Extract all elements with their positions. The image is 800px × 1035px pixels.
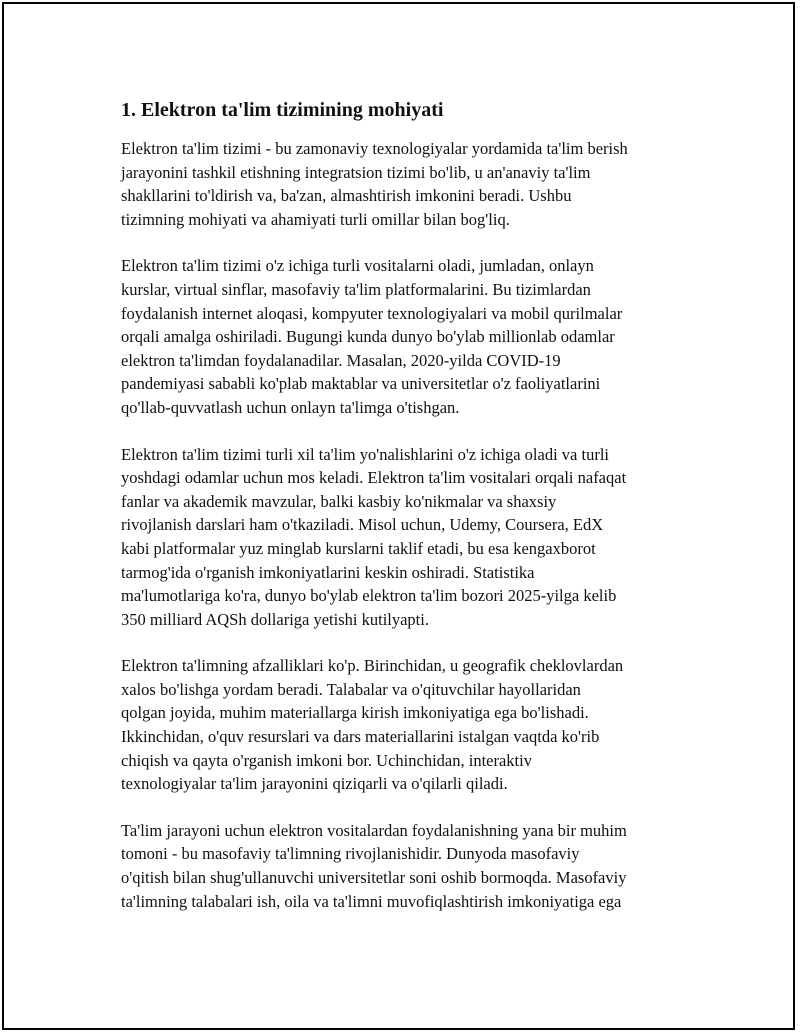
text-line: tomoni - bu masofaviy ta'limning rivojlanishidir. Dunyoda masofaviy bbox=[121, 844, 580, 864]
text-line: Elektron ta'lim tizimi - bu zamonaviy texnologiyalar yordamida ta'lim berish bbox=[121, 139, 628, 158]
text-line: tizimning mohiyati va ahamiyati turli omillar bilan bog'liq. bbox=[121, 209, 510, 229]
paragraph-4 bbox=[121, 654, 691, 796]
text-line: o'qitish bilan shug'ullanuvchi universitetlar soni oshib bormoqda. Masofaviy bbox=[121, 868, 627, 888]
text-line: xalos bo'lishga yordam beradi. Talabalar va o'qituvchilar hayollaridan bbox=[121, 679, 581, 699]
paragraph-3 bbox=[121, 443, 691, 632]
paragraph-5 bbox=[121, 819, 691, 913]
page-frame bbox=[2, 2, 795, 1030]
text-line: ma'lumotlariga ko'ra, dunyo bo'ylab elektron ta'lim bozori 2025-yilga kelib bbox=[121, 586, 617, 606]
text-line: foydalanish internet aloqasi, kompyuter texnologiyalari va mobil qurilmalar bbox=[121, 303, 623, 323]
text-line: pandemiyasi sababli ko'plab maktablar va universitetlar o'z faoliyatlarini bbox=[121, 374, 601, 394]
text-line: qolgan joyida, muhim materiallarga kirish imkoniyatiga ega bo'lishadi. bbox=[121, 703, 589, 723]
text-line: rivojlanish darslari ham o'tkaziladi. Misol uchun, Udemy, Coursera, EdX bbox=[121, 515, 604, 535]
text-line: Ta'lim jarayoni uchun elektron vositalardan foydalanishning yana bir muhim bbox=[121, 820, 627, 840]
text-line: Ikkinchidan, o'quv resurslari va dars materiallarini istalgan vaqtda ko'rib bbox=[121, 727, 600, 747]
text-line: Elektron ta'lim tizimi turli xil ta'lim yo'nalishlarini o'z ichiga oladi va turli bbox=[121, 444, 609, 464]
text-line: elektron ta'limdan foydalanadilar. Masalan, 2020-yilda COVID-19 bbox=[121, 350, 561, 370]
text-line: Elektron ta'lim tizimi o'z ichiga turli vositalarni oladi, jumladan, onlayn bbox=[121, 256, 594, 276]
text-line: tarmog'ida o'rganish imkoniyatlarini keskin oshiradi. Statistika bbox=[121, 562, 535, 582]
text-line: yoshdagi odamlar uchun mos keladi. Elektron ta'lim vositalari orqali nafaqat bbox=[121, 468, 627, 488]
text-line: ta'limning talabalari ish, oila va ta'limni muvofiqlashtirish imkoniyatiga ega bbox=[121, 891, 622, 911]
text-line: shakllarini to'ldirish va, ba'zan, almashtirish imkonini beradi. Ushbu bbox=[121, 186, 572, 206]
text-line: kurslar, virtual sinflar, masofaviy ta'lim platformalarini. Bu tizimlardan bbox=[121, 279, 591, 299]
paragraph-2 bbox=[121, 254, 691, 419]
text-line: texnologiyalar ta'lim jarayonini qiziqarli va o'qilarli qiladi. bbox=[121, 774, 508, 794]
document-content bbox=[121, 97, 691, 936]
section-heading: 1. Elektron ta'lim tizimining mohiyati bbox=[121, 99, 444, 121]
text-line: fanlar va akademik mavzular, balki kasbiy ko'nikmalar va shaxsiy bbox=[121, 491, 557, 511]
text-line: Elektron ta'limning afzalliklari ko'p. Birinchidan, u geografik cheklovlardan bbox=[121, 656, 624, 676]
text-line: chiqish va qayta o'rganish imkoni bor. Uchinchidan, interaktiv bbox=[121, 750, 532, 770]
text-line: kabi platformalar yuz minglab kurslarni taklif etadi, bu esa kengaxborot bbox=[121, 538, 596, 558]
text-line: qo'llab-quvvatlash uchun onlayn ta'limga o'tishgan. bbox=[121, 397, 460, 417]
text-line: jarayonini tashkil etishning integratsion tizimi bo'lib, u an'anaviy ta'lim bbox=[121, 162, 591, 182]
paragraph-1 bbox=[121, 137, 691, 231]
text-line: orqali amalga oshiriladi. Bugungi kunda dunyo bo'ylab millionlab odamlar bbox=[121, 327, 615, 347]
text-line: 350 milliard AQSh dollariga yetishi kutilyapti. bbox=[121, 609, 429, 629]
